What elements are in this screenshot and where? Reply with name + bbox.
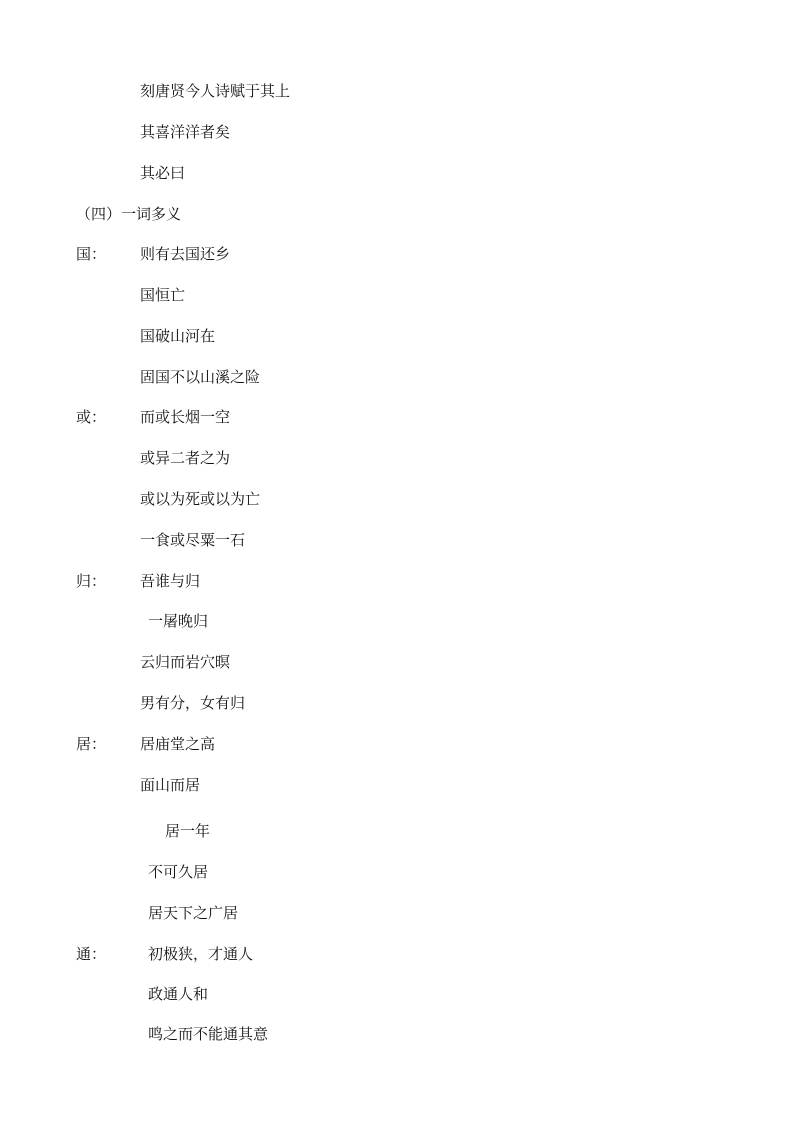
example-line: 而或长烟一空 xyxy=(140,408,231,426)
example-line: 云归而岩穴暝 xyxy=(140,653,231,671)
term-label-ju: 居： xyxy=(76,735,107,753)
example-line: 则有去国还乡 xyxy=(140,245,231,263)
term-label-huo: 或： xyxy=(76,408,107,426)
example-line: 或以为死或以为亡 xyxy=(140,490,261,508)
text-line: 其必曰 xyxy=(140,164,186,182)
example-line: 或异二者之为 xyxy=(140,449,231,467)
example-line: 面山而居 xyxy=(140,776,201,794)
text-line: 其喜洋洋者矣 xyxy=(140,123,231,141)
example-line: 鸣之而不能通其意 xyxy=(148,1025,269,1043)
example-line: 不可久居 xyxy=(148,863,209,881)
example-line: 居一年 xyxy=(165,822,211,840)
example-line: 一食或尽粟一石 xyxy=(140,531,246,549)
example-line: 一屠晚归 xyxy=(148,612,209,630)
example-line: 初极狭，才通人 xyxy=(148,945,254,963)
term-label-tong: 通： xyxy=(76,945,107,963)
example-line: 男有分，女有归 xyxy=(140,694,246,712)
example-line: 吾谁与归 xyxy=(140,572,201,590)
example-line: 国恒亡 xyxy=(140,286,186,304)
text-line: 刻唐贤今人诗赋于其上 xyxy=(140,82,291,100)
section-heading: （四）一词多义 xyxy=(76,205,182,223)
term-label-guo: 国： xyxy=(76,245,107,263)
example-line: 居天下之广居 xyxy=(148,904,239,922)
example-line: 固国不以山溪之险 xyxy=(140,368,261,386)
term-label-gui: 归： xyxy=(76,572,107,590)
example-line: 政通人和 xyxy=(148,985,209,1003)
example-line: 居庙堂之高 xyxy=(140,735,216,753)
example-line: 国破山河在 xyxy=(140,327,216,345)
